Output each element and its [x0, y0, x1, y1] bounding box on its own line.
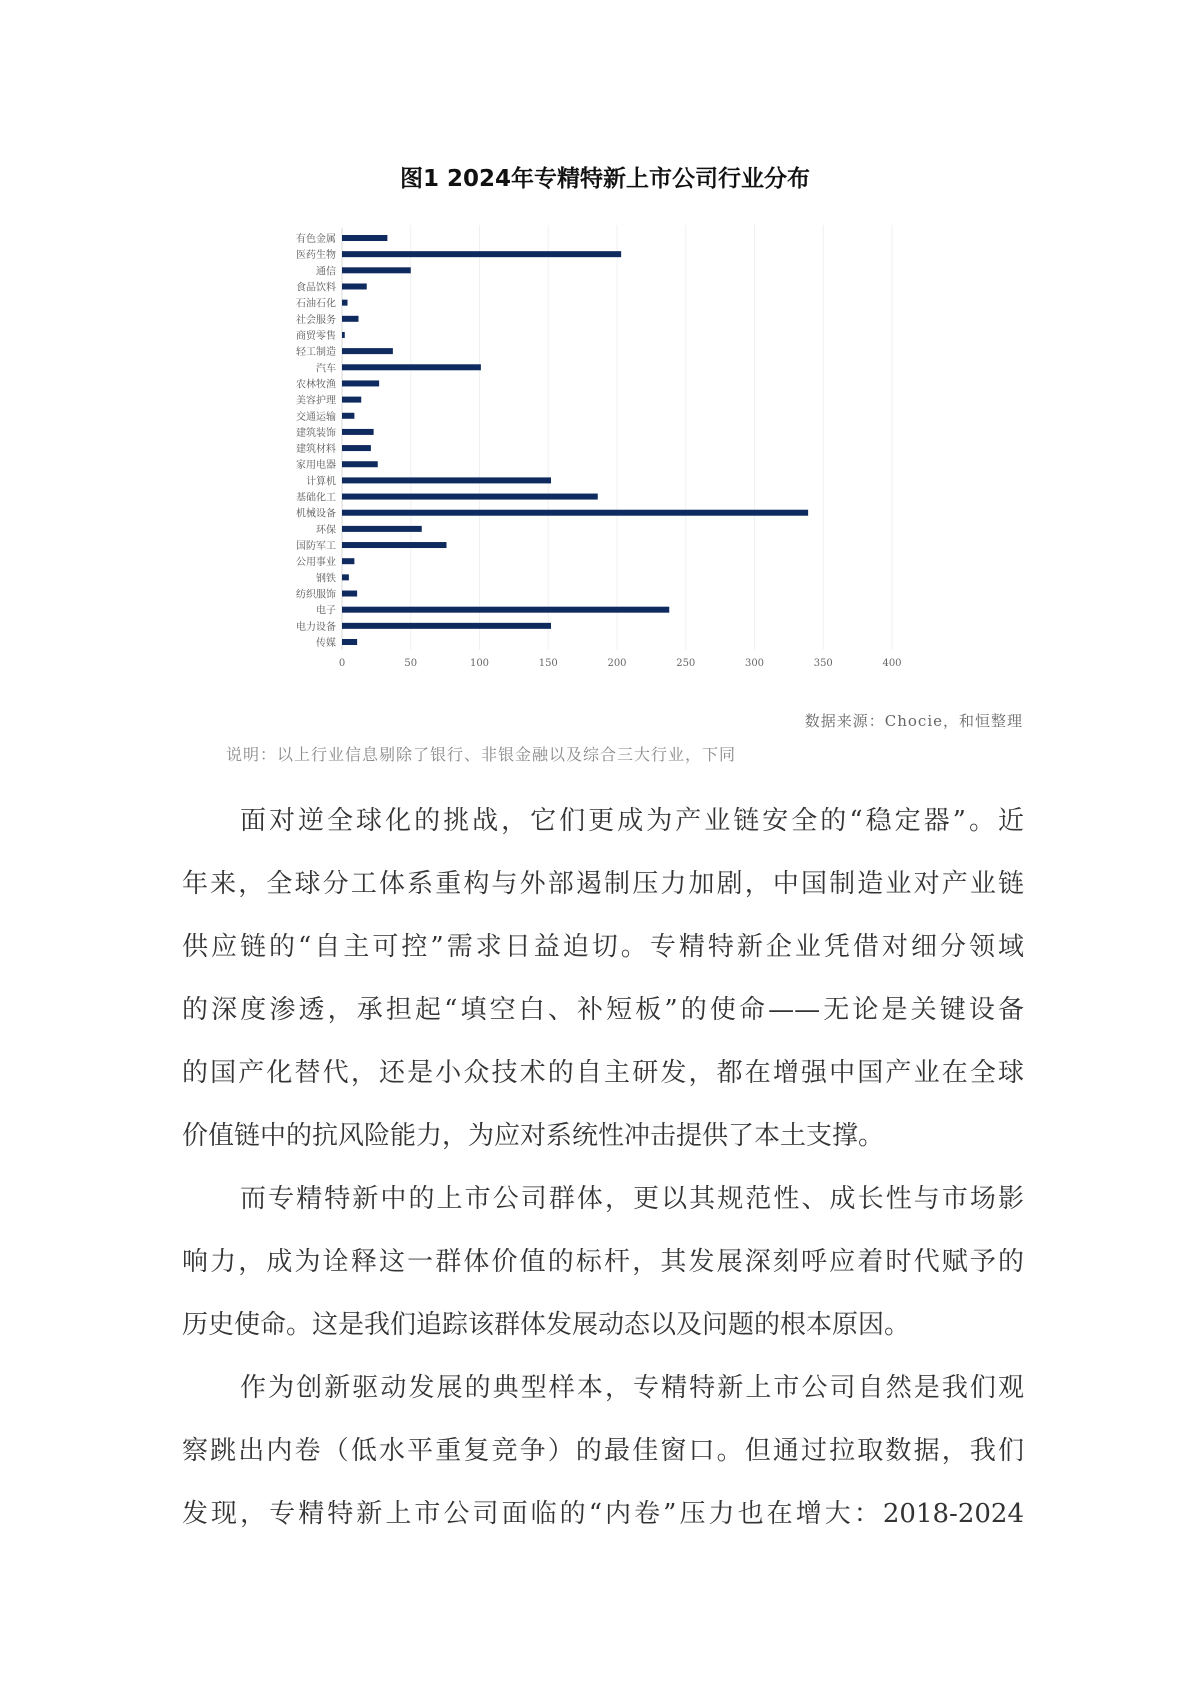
category-label: 国防军工 [296, 541, 336, 553]
x-tick-label: 150 [538, 658, 558, 669]
paragraph-3-line: 作为创新驱动发展的典型样本，专精特新上市公司自然是我们观 [240, 1373, 1024, 1403]
category-label: 计算机 [306, 476, 336, 488]
category-label: 食品饮料 [296, 282, 336, 294]
bar-美容护理 [342, 397, 361, 403]
bar-汽车 [342, 364, 481, 370]
category-label: 钢铁 [316, 573, 336, 585]
bar-轻工制造 [342, 348, 393, 354]
category-label: 传媒 [316, 638, 336, 649]
paragraph-1-line: 供应链的“自主可控”需求日益迫切。专精特新企业凭借对细分领域 [182, 932, 1024, 962]
bar-交通运输 [342, 413, 354, 419]
bar-商贸零售 [342, 332, 345, 338]
bar-医药生物 [342, 251, 621, 257]
paragraph-1-line: 的深度渗透，承担起“填空白、补短板”的使命——无论是关键设备 [182, 995, 1024, 1025]
x-tick-label: 0 [338, 658, 346, 669]
category-label: 美容护理 [296, 395, 336, 407]
category-label: 商贸零售 [296, 330, 336, 342]
bar-公用事业 [342, 558, 354, 564]
figure-source: 数据来源：Chocie，和恒整理 [804, 712, 1023, 730]
category-label: 机械设备 [296, 508, 336, 520]
bar-家用电器 [342, 461, 378, 467]
x-tick-label: 400 [882, 658, 902, 669]
paragraph-2-line: 而专精特新中的上市公司群体，更以其规范性、成长性与市场影 [240, 1184, 1024, 1214]
category-label: 纺织服饰 [296, 589, 336, 601]
x-tick-label: 50 [404, 658, 418, 669]
paragraph-1-line: 年来，全球分工体系重构与外部遏制压力加剧，中国制造业对产业链 [182, 869, 1024, 899]
bar-社会服务 [342, 316, 359, 322]
bar-通信 [342, 267, 411, 273]
bar-纺织服饰 [342, 591, 357, 597]
bar-电力设备 [342, 623, 551, 629]
category-label: 有色金属 [296, 234, 336, 245]
category-label: 电子 [316, 605, 336, 617]
bar-农林牧渔 [342, 380, 379, 386]
paragraph-1-line: 价值链中的抗风险能力，为应对系统性冲击提供了本土支撑。 [182, 1121, 885, 1151]
category-label: 家用电器 [296, 460, 336, 472]
paragraph-1-line: 面对逆全球化的挑战，它们更成为产业链安全的“稳定器”。近 [240, 806, 1024, 836]
body-text [182, 790, 1024, 1546]
bar-环保 [342, 526, 422, 532]
paragraph-3-line: 发现，专精特新上市公司面临的“内卷”压力也在增大：2018-2024 [182, 1499, 1024, 1529]
category-label: 汽车 [316, 363, 336, 375]
bar-建筑装饰 [342, 429, 374, 435]
category-label: 交通运输 [296, 411, 336, 423]
x-tick-label: 250 [676, 658, 696, 669]
paragraph-2-line: 历史使命。这是我们追踪该群体发展动态以及问题的根本原因。 [182, 1310, 911, 1340]
bar-食品饮料 [342, 283, 367, 289]
category-label: 通信 [316, 266, 336, 278]
bar-传媒 [342, 639, 357, 645]
category-label: 公用事业 [296, 557, 336, 569]
x-tick-label: 100 [469, 658, 490, 669]
category-label: 轻工制造 [296, 347, 336, 359]
x-tick-label: 300 [744, 658, 765, 669]
bar-石油石化 [342, 300, 348, 306]
industry-bar-chart [0, 0, 1200, 700]
category-label: 社会服务 [296, 314, 336, 326]
category-label: 建筑装饰 [296, 427, 336, 439]
category-label: 医药生物 [296, 250, 336, 262]
bar-钢铁 [342, 574, 349, 580]
bar-计算机 [342, 477, 551, 483]
x-tick-label: 200 [607, 658, 627, 669]
category-label: 石油石化 [296, 298, 336, 310]
category-label: 建筑材料 [296, 444, 336, 456]
paragraph-1-line: 的国产化替代，还是小众技术的自主研发，都在增强中国产业在全球 [182, 1058, 1024, 1088]
bar-电子 [342, 607, 669, 613]
paragraph-2-line: 响力，成为诠释这一群体价值的标杆，其发展深刻呼应着时代赋予的 [182, 1247, 1024, 1277]
bar-基础化工 [342, 494, 598, 500]
category-label: 基础化工 [296, 492, 336, 504]
category-label: 环保 [316, 524, 336, 536]
bar-建筑材料 [342, 445, 371, 451]
category-label: 电力设备 [296, 621, 336, 633]
bar-有色金属 [342, 235, 387, 241]
figure-title: 图1 2024年专精特新上市公司行业分布 [399, 166, 811, 192]
figure-note: 说明：以上行业信息剔除了银行、非银金融以及综合三大行业，下同 [226, 745, 737, 764]
bar-机械设备 [342, 510, 808, 516]
paragraph-3-line: 察跳出内卷（低水平重复竞争）的最佳窗口。但通过拉取数据，我们 [182, 1436, 1024, 1466]
bar-国防军工 [342, 542, 447, 548]
x-tick-label: 350 [813, 658, 833, 669]
category-label: 农林牧渔 [296, 379, 336, 391]
